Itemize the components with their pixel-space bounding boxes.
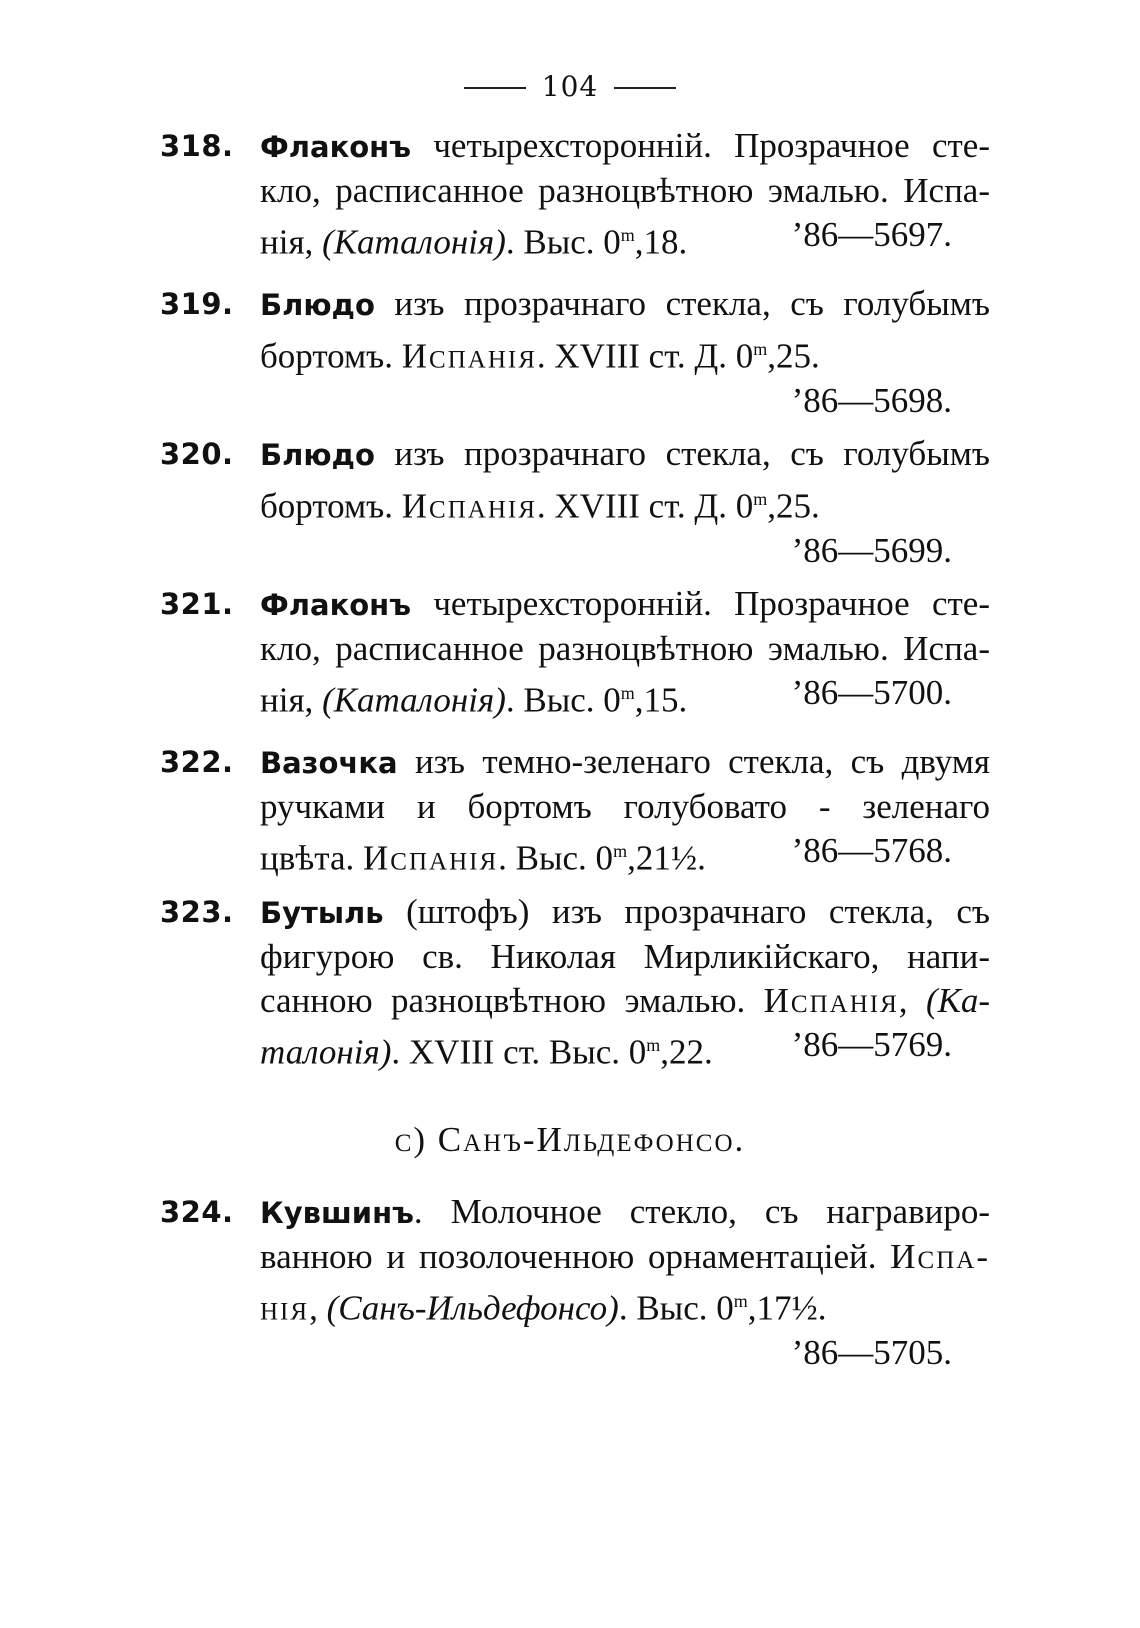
- entry-line: [260, 213, 990, 265]
- entry-line: [260, 1190, 990, 1235]
- entry-term: Блюдо: [260, 438, 375, 472]
- entry-text-segment: ,: [898, 981, 926, 1020]
- entry-line: фигурою св. Николая Мирликійскаго, напи-: [260, 937, 990, 976]
- entry-text: [260, 282, 990, 423]
- entry-text-segment: изъ прозрачнаго стекла, съ голубымъ: [394, 434, 990, 473]
- entry-text: [260, 124, 990, 265]
- entry-measure: ,22.: [660, 1032, 713, 1072]
- entry-text-segment: нія,: [260, 680, 323, 720]
- entry-measure: ,25.: [767, 486, 820, 526]
- entry-term: Блюдо: [260, 288, 375, 322]
- entry-line: [260, 1023, 990, 1075]
- entry-number: 319.: [160, 287, 234, 321]
- entry-smallcaps-text: Испанія: [401, 336, 537, 376]
- entry-number: 323.: [160, 895, 234, 929]
- catalog-entry-323: [160, 890, 990, 1075]
- entry-line: [260, 1235, 990, 1279]
- entry-term: Кувшинъ: [260, 1196, 414, 1230]
- entry-measure: ,15.: [634, 680, 688, 720]
- unit-superscript: m: [620, 225, 635, 245]
- page-header: [0, 66, 1140, 106]
- entry-term: Флаконъ: [260, 588, 412, 622]
- entry-term: Бутыль: [260, 896, 384, 930]
- entry-line: [260, 829, 990, 881]
- entry-text-segment: бортомъ.: [260, 486, 402, 526]
- inventory-number: ’86—5705.: [791, 1332, 952, 1372]
- catalog-entry-324: [160, 1190, 990, 1375]
- inventory-number: ’86—5697.: [791, 215, 952, 254]
- entry-line: [260, 124, 990, 169]
- entry-smallcaps-text: Испанія: [363, 838, 499, 878]
- entry-line: кло, расписанное разноцвѣтною эмалью. Испа-: [260, 629, 990, 668]
- entry-italic-text: талонія): [260, 1032, 392, 1072]
- entry-text: [260, 890, 990, 1075]
- entry-text-segment: . Выс. 0: [498, 838, 614, 878]
- entry-italic-text: (Ка-: [925, 981, 991, 1020]
- entry-line: [260, 432, 990, 477]
- catalog-entry-318: [160, 124, 990, 265]
- entry-term: Вазочка: [260, 746, 398, 780]
- entry-line: [260, 327, 990, 379]
- section-heading: [0, 1120, 1140, 1160]
- entry-text-segment: . XVIII ст. Выс. 0: [391, 1032, 647, 1072]
- entry-measure: ,25.: [767, 336, 820, 376]
- entry-number: 322.: [160, 745, 234, 779]
- entry-text-segment: . Выс. 0: [618, 1288, 734, 1328]
- entry-line: [260, 477, 990, 529]
- inventory-number: ’86—5699.: [791, 530, 952, 570]
- entry-text: [260, 1190, 990, 1375]
- inventory-number: ’86—5698.: [791, 380, 952, 420]
- entry-text-segment: изъ темно-зеленаго стекла, съ двумя: [414, 742, 990, 781]
- entry-number: 318.: [160, 129, 234, 163]
- entry-smallcaps-text: нія: [260, 1288, 310, 1328]
- page-number: 104: [541, 69, 599, 103]
- entry-text-segment: . Молочное стекло, съ награвиро-: [413, 1192, 990, 1231]
- entry-number: 324.: [160, 1195, 234, 1229]
- entry-line: ручками и бортомъ голубовато - зеленаго: [260, 787, 990, 826]
- header-rule-right: [614, 87, 676, 89]
- entry-text-segment: . Выс. 0: [505, 222, 621, 262]
- entry-text-segment: санною разноцвѣтною эмалью.: [260, 981, 764, 1020]
- catalog-entry-319: [160, 282, 990, 423]
- entry-smallcaps-text: Испанія: [401, 486, 537, 526]
- entry-text-segment: (штофъ) изъ прозрачнаго стекла, съ: [406, 892, 990, 931]
- entry-text-segment: четырехсторонній. Прозрачное сте-: [433, 126, 990, 165]
- entry-number: 320.: [160, 437, 234, 471]
- catalog-entry-320: [160, 432, 990, 573]
- catalog-entry-321: [160, 582, 990, 723]
- entry-number: 321.: [160, 587, 234, 621]
- entry-text-segment: . Выс. 0: [505, 680, 621, 720]
- entry-line: [260, 582, 990, 627]
- entry-text-segment: изъ прозрачнаго стекла, съ голубымъ: [394, 284, 990, 323]
- unit-superscript: m: [646, 1035, 661, 1055]
- entry-smallcaps-text: Испа-: [890, 1237, 990, 1276]
- unit-superscript: m: [733, 1291, 748, 1311]
- entry-measure: ,17½.: [747, 1288, 827, 1328]
- entry-smallcaps-text: Испанія: [763, 981, 899, 1020]
- entry-text-segment: нія,: [260, 222, 323, 262]
- entry-text-segment: бортомъ.: [260, 336, 402, 376]
- entry-text-segment: ,: [309, 1288, 327, 1328]
- entry-text-segment: . XVIII ст. Д. 0: [536, 336, 754, 376]
- catalog-entry-322: [160, 740, 990, 881]
- entry-italic-text: (Санъ-Ильдефонсо): [326, 1288, 619, 1328]
- entry-text-segment: . XVIII ст. Д. 0: [536, 486, 754, 526]
- section-heading-text: c) Санъ-Ильдефонсо.: [394, 1120, 746, 1159]
- entry-measure: ,21½.: [627, 838, 706, 878]
- entry-italic-text: (Каталонія): [322, 680, 506, 720]
- inventory-number: ’86—5768.: [791, 831, 952, 870]
- entry-text-segment: ванною и позолоченною орнаментаціей.: [260, 1237, 891, 1276]
- unit-superscript: m: [753, 339, 768, 359]
- entry-text: [260, 432, 990, 573]
- unit-superscript: m: [613, 841, 628, 861]
- entry-line: [260, 282, 990, 327]
- header-rule-left: [464, 87, 526, 89]
- entry-line: [260, 890, 990, 935]
- entry-text-segment: цвѣта.: [260, 838, 364, 878]
- entry-line: [260, 671, 990, 723]
- entry-line: [260, 740, 990, 785]
- unit-superscript: m: [753, 489, 768, 509]
- unit-superscript: m: [620, 683, 635, 703]
- inventory-number: ’86—5700.: [791, 673, 952, 712]
- entry-line: [260, 979, 990, 1023]
- entry-text: [260, 740, 990, 881]
- entry-text: [260, 582, 990, 723]
- entry-text-segment: четырехсторонній. Прозрачное сте-: [433, 584, 990, 623]
- entry-measure: ,18.: [634, 222, 688, 262]
- entry-italic-text: (Каталонія): [322, 222, 506, 262]
- entry-term: Флаконъ: [260, 130, 412, 164]
- inventory-number: ’86—5769.: [791, 1025, 952, 1064]
- entry-line: кло, расписанное разноцвѣтною эмалью. Испа-: [260, 171, 990, 210]
- entry-line: [260, 1279, 990, 1331]
